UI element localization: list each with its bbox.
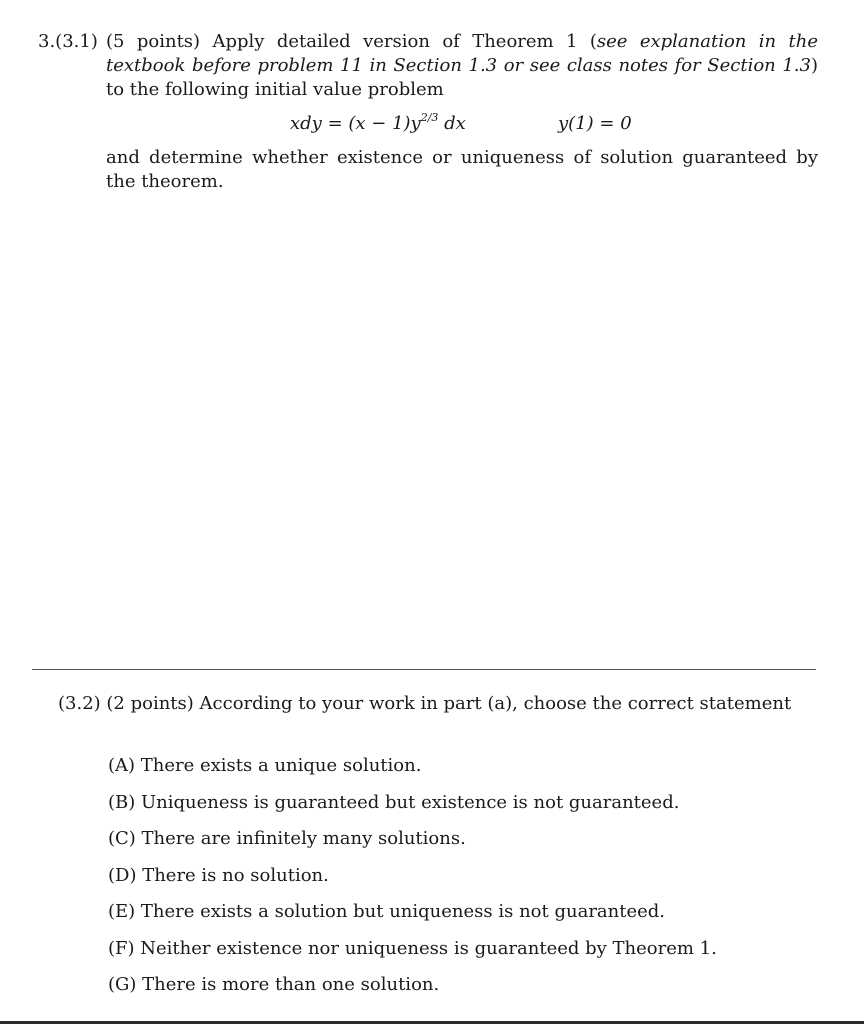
equation-exponent: 2/3 xyxy=(420,111,439,124)
problem-3-1 xyxy=(38,30,818,102)
initial-condition: y(1) = 0 xyxy=(558,113,632,134)
problem-3-2 xyxy=(58,692,791,716)
problem-italic-note: see explanation in the textbook before problem 11 in Section 1.3 or see class notes for Section 1.3 xyxy=(106,31,818,76)
option-g[interactable]: (G) There is more than one solution. xyxy=(108,974,440,995)
option-f[interactable]: (F) Neither existence nor uniqueness is guaranteed by Theorem 1. xyxy=(108,937,717,959)
option-b[interactable]: (B) Uniqueness is guaranteed but existence is not guaranteed. xyxy=(108,791,680,813)
part2-prompt: According to your work in part (a), choose the correct statement xyxy=(199,693,792,714)
option-e[interactable]: (E) There exists a solution but uniqueness is not guaranteed. xyxy=(108,901,666,922)
differential-equation xyxy=(290,113,466,134)
option-c[interactable]: (C) There are infinitely many solutions. xyxy=(108,828,466,849)
equation-lhs: xdy = (x − 1)y xyxy=(290,113,421,134)
section-divider xyxy=(32,669,816,670)
problem-text-part2: ) to the following initial value problem xyxy=(106,55,818,100)
answer-options xyxy=(108,754,717,1010)
option-d[interactable]: (D) There is no solution. xyxy=(108,864,329,886)
equation-rhs: dx xyxy=(438,113,466,134)
equation-line xyxy=(0,113,864,139)
part2-number: (3.2) xyxy=(58,693,101,714)
option-a[interactable]: (A) There exists a unique solution. xyxy=(108,755,422,776)
problem-text-part1: Apply detailed version of Theorem 1 ( xyxy=(212,31,597,52)
problem-points: (5 points) xyxy=(106,31,201,52)
problem-statement xyxy=(106,30,818,102)
problem-number: 3.(3.1) xyxy=(38,31,98,52)
problem-followup: and determine whether existence or uniqueness of solution guaranteed by the theorem. xyxy=(106,147,818,192)
part2-points: (2 points) xyxy=(106,693,194,714)
